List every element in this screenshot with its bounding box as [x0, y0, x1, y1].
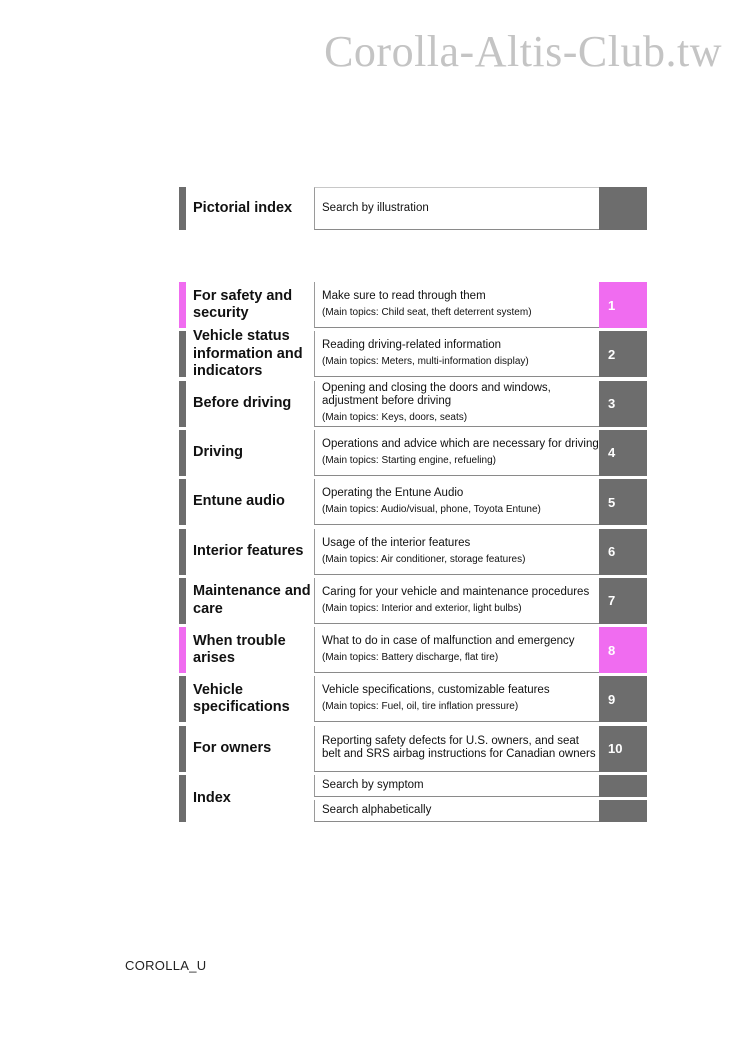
section-tab[interactable] — [599, 775, 647, 797]
section-row[interactable] — [179, 578, 647, 624]
description-main: Reporting safety defects for U.S. owners, and seat belt and SRS airbag instructions for Canadian owners — [322, 735, 596, 761]
section-title: Vehicle status information and indicators — [193, 328, 303, 380]
description-topics: (Main topics: Audio/visual, phone, Toyota Entune) — [322, 504, 541, 516]
section-number-tab[interactable]: 8 — [599, 627, 647, 673]
section-description — [314, 430, 599, 476]
index-row[interactable] — [179, 775, 647, 822]
section-row[interactable] — [179, 282, 647, 328]
section-number-tab[interactable]: 3 — [599, 381, 647, 427]
section-description — [314, 381, 599, 427]
section-row[interactable] — [179, 529, 647, 575]
description-main: Vehicle specifications, customizable features — [322, 684, 550, 697]
description-topics: (Main topics: Meters, multi-information display) — [322, 356, 529, 368]
description-main: Caring for your vehicle and maintenance procedures — [322, 585, 590, 598]
section-number-tab[interactable]: 1 — [599, 282, 647, 328]
section-bar — [179, 282, 186, 328]
section-number-tab[interactable]: 9 — [599, 676, 647, 722]
section-number-tab[interactable]: 5 — [599, 479, 647, 525]
section-bar — [179, 479, 186, 525]
section-description — [314, 800, 599, 822]
section-bar — [179, 430, 186, 476]
section-number-tab[interactable]: 7 — [599, 578, 647, 624]
description-main: What to do in case of malfunction and emergency — [322, 635, 575, 648]
section-title: Vehicle specifications — [193, 681, 290, 716]
section-description — [314, 726, 599, 772]
section-number-tab[interactable]: 4 — [599, 430, 647, 476]
section-bar — [179, 775, 186, 822]
section-description — [314, 331, 599, 377]
section-number-tab[interactable]: 10 — [599, 726, 647, 772]
description-main: Usage of the interior features — [322, 536, 471, 549]
description-main: Opening and closing the doors and windows, adjustment before driving — [322, 382, 551, 408]
section-row[interactable] — [179, 430, 647, 476]
description-main: Search by symptom — [322, 779, 424, 791]
section-tab[interactable] — [599, 800, 647, 822]
section-bar — [179, 627, 186, 673]
description-topics: (Main topics: Fuel, oil, tire inflation pressure) — [322, 701, 519, 713]
section-bar — [179, 578, 186, 624]
index-item-symptom[interactable] — [314, 775, 647, 797]
section-row[interactable] — [179, 381, 647, 427]
description-main: Reading driving-related information — [322, 339, 501, 352]
section-title: Before driving — [193, 394, 292, 411]
section-number-tab[interactable]: 6 — [599, 529, 647, 575]
description-main: Operating the Entune Audio — [322, 487, 464, 500]
section-row[interactable] — [179, 726, 647, 772]
section-title: Maintenance and care — [193, 583, 311, 617]
section-title: Entune audio — [193, 493, 285, 510]
section-bar — [179, 187, 186, 230]
description-main: Operations and advice which are necessary for driving — [322, 437, 599, 450]
section-number-tab[interactable]: 2 — [599, 331, 647, 377]
section-row[interactable] — [179, 479, 647, 525]
section-description — [314, 775, 599, 797]
description-topics: (Main topics: Keys, doors, seats) — [322, 412, 468, 424]
description-topics: (Main topics: Interior and exterior, light bulbs) — [322, 602, 522, 614]
section-title: When trouble arises — [193, 632, 286, 667]
section-description — [314, 529, 599, 575]
section-bar — [179, 381, 186, 427]
description-main: Search alphabetically — [322, 804, 432, 816]
section-bar — [179, 676, 186, 722]
description-main: Make sure to read through them — [322, 290, 486, 302]
description-main: Search by illustration — [322, 202, 429, 214]
section-title: For owners — [193, 739, 272, 756]
description-topics: (Main topics: Air conditioner, storage features) — [322, 553, 526, 565]
section-title: Pictorial index — [193, 199, 293, 216]
section-description — [314, 627, 599, 673]
footer-code: COROLLA_U — [125, 958, 207, 973]
section-row[interactable] — [179, 676, 647, 722]
description-topics: (Main topics: Child seat, theft deterrent system) — [322, 307, 532, 318]
section-description — [314, 578, 599, 624]
section-bar — [179, 529, 186, 575]
pictorial-index-row[interactable] — [179, 187, 647, 230]
section-bar — [179, 331, 186, 377]
section-title: Driving — [193, 444, 243, 461]
section-description — [314, 676, 599, 722]
section-description — [314, 479, 599, 525]
index-item-alphabetical[interactable] — [314, 800, 647, 822]
section-description — [314, 282, 599, 328]
section-row[interactable] — [179, 328, 647, 380]
description-topics: (Main topics: Starting engine, refueling) — [322, 454, 496, 466]
section-title: Interior features — [193, 542, 304, 559]
section-title: Index — [193, 789, 231, 806]
section-tab[interactable] — [599, 187, 647, 230]
section-description — [314, 187, 599, 230]
section-row[interactable] — [179, 627, 647, 673]
description-topics: (Main topics: Battery discharge, flat tire) — [322, 652, 499, 664]
section-bar — [179, 726, 186, 772]
watermark-text: Corolla-Altis-Club.tw — [324, 27, 722, 76]
section-title: For safety and security — [193, 287, 293, 321]
